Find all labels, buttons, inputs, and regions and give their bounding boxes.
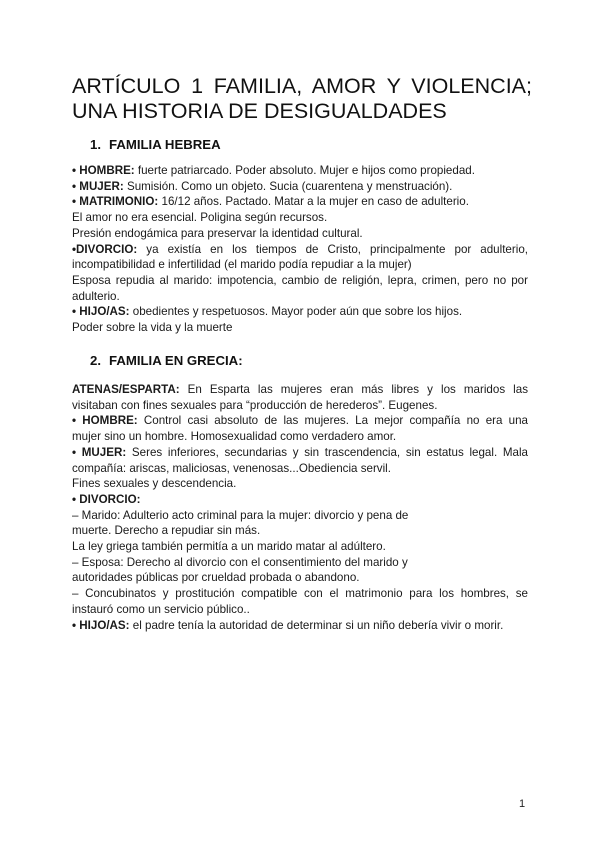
grecia-mujer-line-1 — [72, 445, 528, 461]
hebrea-divorcio-label: •DIVORCIO: — [72, 242, 138, 256]
grecia-atenas-line-2: visitaban con fines sexuales para “producción de herederos”. Eugenes. — [72, 398, 438, 412]
hebrea-poder-line: Poder sobre la vida y la muerte — [72, 321, 233, 335]
hebrea-hombre-text: fuerte patriarcado. Poder absoluto. Mujer e hijos como propiedad. — [134, 164, 475, 177]
section-1-heading — [90, 137, 221, 152]
grecia-divorcio-label: • DIVORCIO: — [72, 492, 141, 506]
hebrea-esposa-line-2: adulterio. — [72, 289, 120, 303]
title-line-1: ARTÍCULO 1 FAMILIA, AMOR Y VIOLENCIA; — [72, 74, 532, 98]
hebrea-mujer-label: • MUJER: — [72, 179, 124, 193]
section-2-heading-text: FAMILIA EN GRECIA: — [109, 353, 243, 368]
hebrea-presion-line: Presión endogámica para preservar la identidad cultural. — [72, 226, 363, 240]
grecia-atenas-label: ATENAS/ESPARTA: — [72, 383, 180, 396]
grecia-hombre-text-1: Control casi absoluto de las mujeres. La mejor compañía no era una — [137, 414, 529, 428]
section-1-number: 1. — [90, 137, 101, 152]
grecia-mujer-label: • MUJER: — [72, 445, 127, 459]
section-2-number: 2. — [90, 353, 101, 368]
grecia-hijos-line — [72, 618, 528, 634]
hebrea-hombre-line — [72, 163, 528, 179]
page-number: 1 — [519, 798, 526, 810]
hebrea-divorcio-line-1 — [72, 242, 528, 258]
hebrea-divorcio-text-1: ya existía en los tiempos de Cristo, principalmente por adulterio, — [137, 242, 528, 256]
hebrea-amor-line: El amor no era esencial. Poligina según recursos. — [72, 211, 328, 225]
hebrea-mujer-text: Sumisión. Como un objeto. Sucia (cuarentena y menstruación). — [123, 179, 453, 193]
hebrea-esposa-line-1: Esposa repudia al marido: impotencia, cambio de religión, lepra, crimen, pero no por — [72, 273, 528, 287]
grecia-mujer-text-1: Seres inferiores, secundarias y sin trascendencia, sin estatus legal. Mala — [126, 445, 529, 459]
grecia-fines-line: Fines sexuales y descendencia. — [72, 477, 237, 491]
section-1-body — [72, 163, 528, 336]
grecia-marido-line-2: muerte. Derecho a repudiar sin más. — [72, 524, 261, 538]
section-1-heading-text: FAMILIA HEBREA — [109, 137, 221, 152]
grecia-hombre-label: • HOMBRE: — [72, 414, 138, 428]
grecia-hijos-label: • HIJO/AS: — [72, 618, 130, 632]
section-2-heading — [90, 353, 243, 368]
hebrea-hombre-label: • HOMBRE: — [72, 164, 135, 177]
grecia-hombre-line-2: mujer sino un hombre. Homosexualidad como verdadero amor. — [72, 430, 397, 444]
hebrea-matrimonio-line — [72, 194, 528, 210]
grecia-atenas-text-1: En Esparta las mujeres eran más libres y los maridos las — [179, 383, 528, 396]
hebrea-hijos-label: • HIJO/AS: — [72, 305, 130, 319]
hebrea-matrimonio-label: • MATRIMONIO: — [72, 195, 159, 209]
grecia-ley-line: La ley griega también permitía a un marido matar al adúltero. — [72, 540, 386, 554]
grecia-marido-line-1: – Marido: Adulterio acto criminal para la mujer: divorcio y pena de — [72, 508, 409, 522]
section-2-body — [72, 382, 528, 633]
hebrea-matrimonio-text: 16/12 años. Pactado. Matar a la mujer en caso de adulterio. — [158, 195, 469, 209]
hebrea-divorcio-line-2: incompatibilidad e infertilidad (el marido podía repudiar a la mujer) — [72, 258, 412, 272]
grecia-atenas-line-1 — [72, 382, 528, 398]
grecia-hijos-text: el padre tenía la autoridad de determinar si un niño debería vivir o morir. — [129, 618, 504, 632]
hebrea-hijos-text: obedientes y respetuosos. Mayor poder aún que sobre los hijos. — [129, 305, 463, 319]
grecia-concubinatos-line-2: instauró como un servicio público.. — [72, 602, 250, 616]
grecia-concubinatos-line-1: – Concubinatos y prostitución compatible con el matrimonio para los hombres, se — [72, 587, 528, 601]
grecia-esposa-line-1: – Esposa: Derecho al divorcio con el consentimiento del marido y — [72, 555, 408, 569]
document-title — [72, 74, 532, 124]
grecia-mujer-line-2: compañía: ariscas, maliciosas, venenosas...Obediencia servil. — [72, 461, 391, 475]
hebrea-hijos-line — [72, 304, 528, 320]
hebrea-mujer-line — [72, 179, 528, 195]
grecia-esposa-line-2: autoridades públicas por crueldad probada o abandono. — [72, 571, 360, 585]
title-line-2: UNA HISTORIA DE DESIGUALDADES — [72, 99, 447, 123]
grecia-hombre-line-1 — [72, 413, 528, 429]
